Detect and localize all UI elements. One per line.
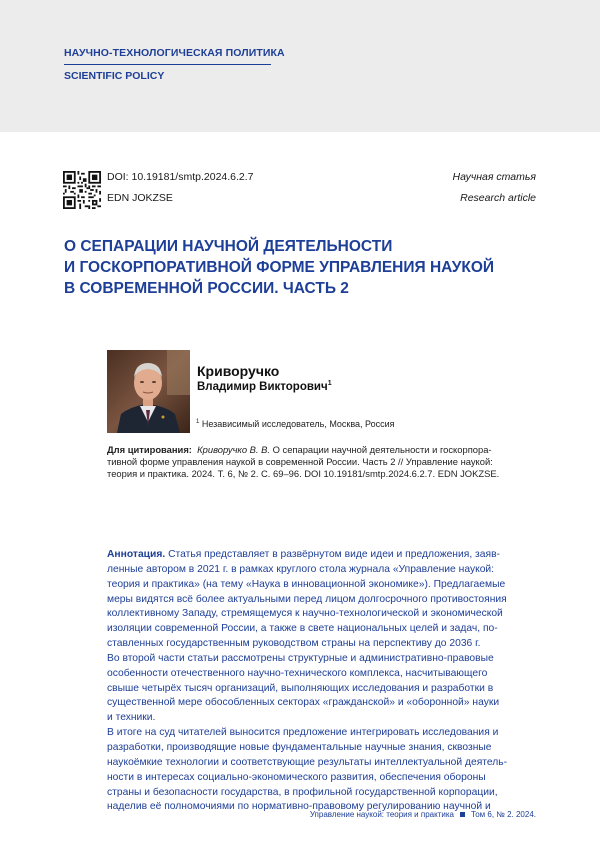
affiliation — [196, 419, 395, 429]
title-line: О СЕПАРАЦИИ НАУЧНОЙ ДЕЯТЕЛЬНОСТИ — [64, 238, 393, 255]
abstract-line: В итоге на суд читателей выносится предложение интегрировать исследования и — [107, 727, 499, 739]
abstract-line: ности в интересах социально-экономического развития, обеспечения обороны — [107, 771, 486, 783]
abstract-line: и техники. — [107, 712, 156, 724]
title-line: И ГОСКОРПОРАТИВНОЙ ФОРМЕ УПРАВЛЕНИЯ НАУКОЙ — [64, 259, 495, 276]
section-title-ru: НАУЧНО-ТЕХНОЛОГИЧЕСКАЯ ПОЛИТИКА — [64, 47, 285, 59]
author-given-name: Владимир Викторович — [197, 380, 328, 393]
abstract-line: разработки, производящие новые фундаментальные научные знания, сквозные — [107, 741, 492, 753]
author-surname: Криворучко — [197, 363, 280, 379]
abstract-line: ставленных государственным руководством страны на перспективу до 2036 г. — [107, 638, 481, 650]
abstract-line: Во второй части статьи рассмотрены структурные и административно-правовые — [107, 652, 494, 664]
affiliation-text: Независимый исследователь, Москва, Россия — [201, 419, 395, 429]
abstract-line: существенной мере обособленных секторах «гражданской» и «оборонной» науки — [107, 697, 500, 709]
citation-text: теория и практика. 2024. Т. 6, № 2. С. 69–96. DOI 10.19181/smtp.2024.6.2.7. EDN JOKZSE. — [107, 468, 500, 480]
article-type-en: Research article — [460, 192, 536, 204]
abstract-line: наделив её полномочиями по нормативно-правовому регулированию научной и — [107, 801, 491, 813]
abstract-line: ленные автором в 2021 г. в рамках круглого стола журнала «Управление наукой: — [107, 563, 495, 575]
citation-text: О сепарации научной деятельности и госкорпора- — [272, 444, 492, 455]
abstract-line: страны и безопасности государства, в профильной государственной корпорации, — [107, 786, 498, 798]
abstract-line: Статья представляет в развёрнутом виде идеи и предложения, заяв- — [165, 549, 500, 560]
header-band — [0, 0, 600, 132]
affiliation-sup: 1 — [196, 419, 200, 425]
doi-text: DOI: 10.19181/smtp.2024.6.2.7 — [107, 171, 254, 183]
section-divider — [64, 64, 271, 65]
citation-label: Для цитирования: — [107, 444, 192, 455]
abstract-line: наукоёмкие технологии и соответствующие результаты интеллектуальной деятель- — [107, 756, 508, 768]
abstract-line: меры видятся всё более актуальными перед лицом долгосрочного противостояния — [107, 593, 507, 605]
section-title-en: SCIENTIFIC POLICY — [64, 70, 165, 82]
page-footer — [310, 810, 536, 819]
edn-text: EDN JOKZSE — [107, 192, 173, 204]
abstract-line: свыше четырёх тысяч организаций, выполняющих исследования и разработки в — [107, 682, 494, 694]
abstract-line: теория и практика» (на тему «Наука в инновационной экономике»). Предлагаемые — [107, 578, 506, 590]
author-name — [197, 380, 332, 393]
citation-text: тивной форме управления наукой в современной России. Часть 2 // Управление наукой: — [107, 456, 493, 468]
abstract-label: Аннотация. — [107, 549, 166, 560]
article-type-ru: Научная статья — [452, 171, 536, 183]
abstract-line: особенности отечественного научно-технического комплекса, насчитывающего — [107, 667, 488, 679]
title-line: В СОВРЕМЕННОЙ РОССИИ. ЧАСТЬ 2 — [64, 280, 349, 297]
citation-block — [107, 444, 537, 481]
footer-square-icon — [460, 812, 465, 817]
article-title — [64, 236, 544, 299]
author-photo — [107, 350, 190, 433]
author-sup: 1 — [327, 380, 332, 387]
qr-code-icon — [63, 171, 101, 209]
abstract-line: коллективному Западу, стремящемуся к научно-технологической и экономической — [107, 608, 503, 620]
abstract-line: изоляции современной России, а также в свете национальных целей и задач, по- — [107, 623, 498, 635]
footer-issue: Том 6, № 2. 2024. — [470, 810, 536, 819]
footer-journal: Управление наукой: теория и практика — [309, 810, 454, 819]
abstract-block — [107, 548, 537, 815]
citation-author: Криворучко В. В. — [197, 444, 271, 455]
